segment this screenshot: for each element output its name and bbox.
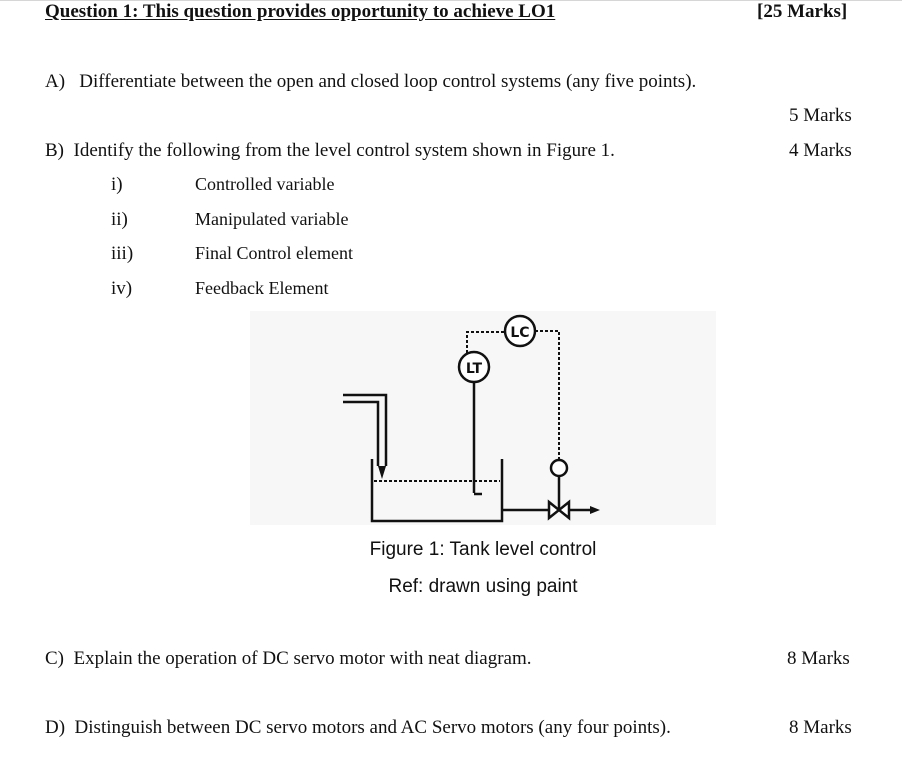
valve-actuator bbox=[551, 460, 567, 476]
part-d-question: D) Distinguish between DC servo motors and AC Servo motors (any four points). bbox=[45, 717, 671, 738]
part-c-marks: 8 Marks bbox=[787, 648, 850, 669]
figure-reference: Ref: drawn using paint bbox=[388, 576, 578, 597]
part-a-marks: 5 Marks bbox=[789, 105, 852, 126]
tank bbox=[372, 459, 502, 521]
lc-label: LC bbox=[510, 325, 530, 341]
part-c-question: C) Explain the operation of DC servo motor with neat diagram. bbox=[45, 648, 532, 669]
level-controller bbox=[505, 316, 535, 346]
question-title: Question 1: This question provides opportunity to achieve LO1 bbox=[45, 1, 556, 22]
part-b-item-number: iii) bbox=[111, 243, 134, 264]
inlet-pipe bbox=[343, 395, 386, 466]
part-b-marks: 4 Marks bbox=[789, 140, 852, 161]
part-b-question: B) Identify the following from the level control system shown in Figure 1. bbox=[45, 140, 615, 161]
inlet-arrow bbox=[378, 466, 386, 479]
part-b-item-number: ii) bbox=[111, 209, 128, 230]
figure-caption: Figure 1: Tank level control bbox=[369, 539, 597, 560]
part-b-item-label: Manipulated variable bbox=[195, 209, 349, 229]
part-b-item-label: Final Control element bbox=[195, 243, 353, 263]
lt-label: LT bbox=[465, 361, 483, 377]
lc-to-valve-signal-line bbox=[535, 331, 559, 459]
outlet-arrow bbox=[590, 506, 600, 514]
level-transmitter bbox=[459, 352, 489, 382]
part-b-item-label: Controlled variable bbox=[195, 174, 335, 194]
part-b-item-label: Feedback Element bbox=[195, 278, 329, 298]
part-b-item-number: i) bbox=[111, 174, 123, 195]
tank-diagram bbox=[250, 311, 716, 525]
figure-1-tank-level-control bbox=[250, 311, 716, 525]
lt-to-lc-signal-line bbox=[467, 332, 506, 353]
part-b-item-number: iv) bbox=[111, 278, 133, 299]
part-a-question: A) Differentiate between the open and closed loop control systems (any five points). bbox=[45, 71, 697, 92]
part-d-marks: 8 Marks bbox=[789, 717, 852, 738]
total-marks: [25 Marks] bbox=[757, 1, 848, 22]
